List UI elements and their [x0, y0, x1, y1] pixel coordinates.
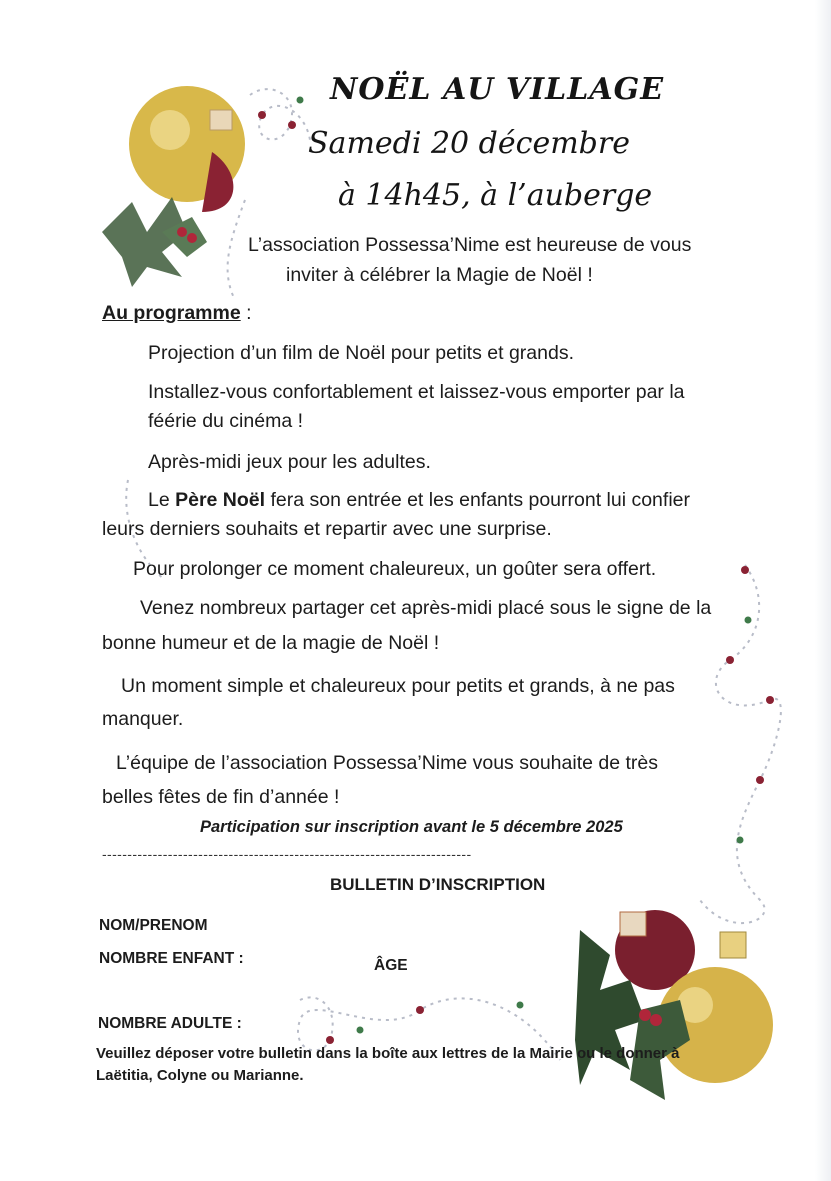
programme-item-moment: Un moment simple et chaleureux pour petits et grands, à ne pas: [121, 675, 675, 697]
cut-line-separator: -------------------------------------------------------------------------: [102, 846, 472, 862]
field-nombre-adulte: NOMBRE ADULTE :: [98, 1015, 242, 1032]
programme-item-installez: Installez-vous confortablement et laissez-vous emporter par la: [148, 381, 685, 403]
deposit-instructions-line-1: Veuillez déposer votre bulletin dans la boîte aux lettres de la Mairie ou le donner à: [96, 1045, 680, 1062]
programme-item-manquer: manquer.: [102, 708, 184, 730]
programme-item-feerie: féérie du cinéma !: [148, 410, 304, 432]
participation-note: Participation sur inscription avant le 5 décembre 2025: [200, 818, 623, 836]
programme-item-fetes: belles fêtes de fin d’année !: [102, 786, 340, 808]
christmas-ornament-icon: [92, 82, 262, 287]
programme-heading: [102, 302, 252, 325]
christmas-ornaments-icon: [570, 900, 780, 1115]
programme-heading-label: Au programme: [102, 302, 241, 324]
event-time-place: à 14h45, à l’auberge: [338, 178, 653, 213]
event-date: Samedi 20 décembre: [308, 126, 630, 161]
programme-heading-colon: :: [240, 302, 252, 324]
programme-item-bonne-humeur: bonne humeur et de la magie de Noël !: [102, 632, 440, 654]
pere-noel-bold: Père Noël: [175, 489, 266, 511]
programme-item-projection: Projection d’un film de Noël pour petits et grands.: [148, 342, 574, 364]
field-age: ÂGE: [374, 957, 408, 974]
event-title: NOËL AU VILLAGE: [330, 72, 665, 107]
intro-line-2: inviter à célébrer la Magie de Noël !: [286, 264, 593, 286]
programme-item-jeux: Après-midi jeux pour les adultes.: [148, 451, 431, 473]
pere-noel-before: Le: [148, 489, 176, 511]
field-nombre-enfant: NOMBRE ENFANT :: [99, 950, 244, 967]
field-nom-prenom: NOM/PRENOM: [99, 917, 208, 934]
page-edge: [815, 0, 831, 1181]
programme-item-pere-noel: [148, 489, 690, 512]
pere-noel-after: fera son entrée et les enfants pourront lui confier: [265, 489, 690, 511]
programme-item-equipe: L’équipe de l’association Possessa’Nime vous souhaite de très: [116, 752, 658, 774]
bulletin-title: BULLETIN D’INSCRIPTION: [330, 875, 546, 894]
intro-line-1: L’association Possessa’Nime est heureuse de vous: [248, 234, 692, 256]
deposit-instructions-line-2: Laëtitia, Colyne ou Marianne.: [96, 1067, 304, 1084]
programme-item-souhaits: leurs derniers souhaits et repartir avec une surprise.: [102, 518, 552, 540]
programme-item-gouter: Pour prolonger ce moment chaleureux, un goûter sera offert.: [133, 558, 657, 580]
programme-item-venez: Venez nombreux partager cet après-midi placé sous le signe de la: [140, 597, 712, 619]
